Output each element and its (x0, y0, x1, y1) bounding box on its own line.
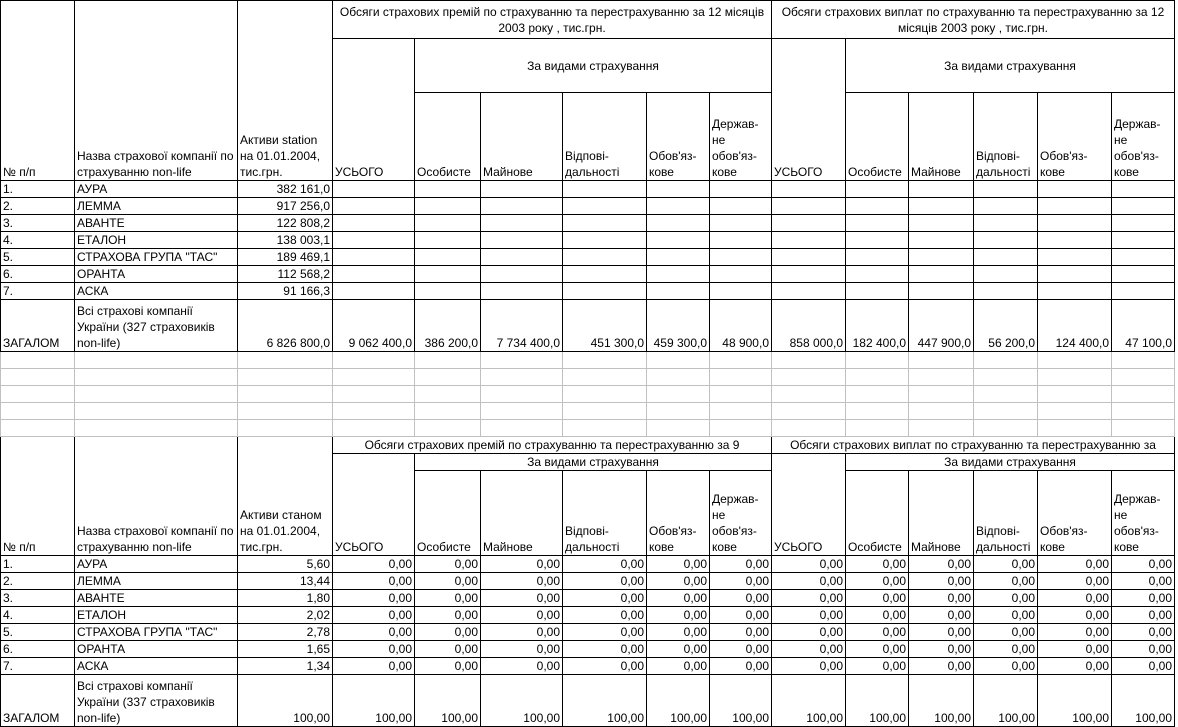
t2-cell-num[interactable]: 7. (1, 658, 75, 675)
t2-cell-value[interactable]: 0,00 (909, 624, 974, 641)
t2-cell-value[interactable]: 0,00 (563, 573, 647, 590)
t2-cell-value[interactable]: 0,00 (1112, 641, 1175, 658)
t1-total-name[interactable]: Всі страхові компанії України (327 страховиків non-life) (75, 300, 238, 352)
t2-total-row (1, 675, 1175, 727)
t2-row-5 (1, 624, 1175, 641)
t1-total-value[interactable]: 386 200,0 (415, 300, 481, 352)
t2-row-4 (1, 607, 1175, 624)
t2-cell-value[interactable]: 0,00 (647, 607, 710, 624)
t1-cell-assets[interactable]: 917 256,0 (238, 198, 333, 215)
t2-hdr-prem-personal: Особисте (415, 471, 481, 556)
t2-hdr-premiums-title: Обсяги страхових премій по страхуванню та перестрахуванню за 9 (333, 437, 772, 454)
t2-total-name[interactable]: Всі страхові компанії України (337 страховиків non-life) (75, 675, 238, 727)
t2-cell-value[interactable]: 0,00 (647, 624, 710, 641)
t2-cell-value[interactable]: 0,00 (846, 607, 909, 624)
t2-cell-assets[interactable]: 2,78 (238, 624, 333, 641)
t2-cell-value[interactable]: 0,00 (772, 590, 846, 607)
t2-cell-value[interactable]: 0,00 (974, 556, 1038, 573)
t2-total-value[interactable]: 100,00 (974, 675, 1038, 727)
t2-cell-value[interactable]: 0,00 (772, 607, 846, 624)
t2-hdr-num: № п/п (1, 437, 75, 556)
t2-cell-num[interactable]: 4. (1, 607, 75, 624)
t1-total-value[interactable]: 182 400,0 (846, 300, 909, 352)
t2-cell-value[interactable]: 0,00 (481, 641, 563, 658)
t2-row-6 (1, 641, 1175, 658)
t2-cell-value[interactable]: 0,00 (563, 607, 647, 624)
t2-cell-value[interactable]: 0,00 (772, 641, 846, 658)
t1-hdr-name: Назва страхової компанії по страхуванню non-life (75, 1, 238, 181)
t2-cell-value[interactable]: 0,00 (974, 641, 1038, 658)
t2-cell-value[interactable]: 0,00 (481, 590, 563, 607)
t2-total-value[interactable]: 100,00 (1112, 675, 1175, 727)
t1-hdr-pay-bytype: За видами страхування (846, 39, 1175, 93)
t1-cell-num[interactable]: 1. (1, 181, 75, 198)
t2-cell-value[interactable]: 0,00 (333, 641, 415, 658)
t1-cell-num[interactable]: 2. (1, 198, 75, 215)
t2-cell-value[interactable]: 0,00 (974, 590, 1038, 607)
t2-cell-value[interactable]: 0,00 (772, 658, 846, 675)
t2-cell-value[interactable]: 0,00 (647, 590, 710, 607)
t2-cell-value[interactable]: 0,00 (1038, 658, 1112, 675)
t2-cell-value[interactable]: 0,00 (909, 573, 974, 590)
t2-cell-value[interactable]: 0,00 (909, 641, 974, 658)
t2-hdr-pay-mandatory: Обов'яз-кове (1038, 471, 1112, 556)
t1-total-value[interactable]: 447 900,0 (909, 300, 974, 352)
t2-hdr-prem-bytype: За видами страхування (415, 454, 772, 471)
t2-cell-num[interactable]: 5. (1, 624, 75, 641)
t2-cell-value[interactable]: 0,00 (710, 573, 772, 590)
t2-cell-value[interactable]: 0,00 (333, 624, 415, 641)
t2-hdr-pay-state: Держав-не обов'яз-кове (1112, 471, 1175, 556)
t2-cell-value[interactable]: 0,00 (1112, 658, 1175, 675)
t2-cell-value[interactable]: 0,00 (1038, 641, 1112, 658)
t1-cell-name[interactable]: АСКА (75, 283, 238, 300)
t2-hdr-prem-total: УСЬОГО (333, 454, 415, 556)
t2-total-assets[interactable]: 100,00 (238, 675, 333, 727)
t2-cell-value[interactable]: 0,00 (710, 624, 772, 641)
t2-cell-value[interactable]: 0,00 (1038, 624, 1112, 641)
t2-cell-value[interactable]: 0,00 (563, 590, 647, 607)
t1-total-value[interactable]: 47 100,0 (1112, 300, 1175, 352)
t2-total-value[interactable]: 100,00 (772, 675, 846, 727)
empty-row (1, 352, 1175, 369)
t1-row-4 (1, 232, 1175, 249)
t2-cell-value[interactable]: 0,00 (846, 573, 909, 590)
t2-hdr-name: Назва страхової компанії по страхуванню non-life (75, 437, 238, 556)
t2-cell-value[interactable]: 0,00 (909, 658, 974, 675)
t1-total-assets[interactable]: 6 826 800,0 (238, 300, 333, 352)
t2-cell-name[interactable]: АУРА (75, 556, 238, 573)
t1-hdr-prem-bytype: За видами страхування (415, 39, 772, 93)
t2-total-value[interactable]: 100,00 (481, 675, 563, 727)
t1-hdr-prem-state: Держав-не обов'яз-кове (710, 93, 772, 181)
t1-cell-name[interactable]: ОРАНТА (75, 266, 238, 283)
t2-total-value[interactable]: 100,00 (647, 675, 710, 727)
t1-hdr-prem-property: Майнове (481, 93, 563, 181)
t1-hdr-prem-liability: Відпові-дальності (563, 93, 647, 181)
t2-cell-value[interactable]: 0,00 (1112, 607, 1175, 624)
t2-cell-value[interactable]: 0,00 (415, 658, 481, 675)
empty-row (1, 403, 1175, 420)
t2-hdr-prem-state: Держав-не обов'яз-кове (710, 471, 772, 556)
t2-cell-value[interactable]: 0,00 (1038, 573, 1112, 590)
t2-cell-value[interactable]: 0,00 (563, 624, 647, 641)
t1-total-value[interactable]: 451 300,0 (563, 300, 647, 352)
t2-cell-value[interactable]: 0,00 (563, 556, 647, 573)
t2-cell-assets[interactable]: 2,02 (238, 607, 333, 624)
t1-cell-num[interactable]: 3. (1, 215, 75, 232)
t2-row-3 (1, 590, 1175, 607)
t2-cell-num[interactable]: 1. (1, 556, 75, 573)
t1-total-row (1, 300, 1175, 352)
t2-cell-value[interactable]: 0,00 (772, 624, 846, 641)
t2-hdr-pay-liability: Відпові-дальності (974, 471, 1038, 556)
t2-cell-value[interactable]: 0,00 (333, 556, 415, 573)
t2-cell-value[interactable]: 0,00 (481, 556, 563, 573)
t2-cell-value[interactable]: 0,00 (415, 556, 481, 573)
t2-hdr-pay-personal: Особисте (846, 471, 909, 556)
t1-hdr-pay-total: УСЬОГО (772, 39, 846, 181)
t2-cell-value[interactable]: 0,00 (563, 641, 647, 658)
t2-cell-value[interactable]: 0,00 (909, 607, 974, 624)
t1-hdr-pay-state: Держав-не обов'яз-кове (1112, 93, 1175, 181)
t2-cell-value[interactable]: 0,00 (647, 641, 710, 658)
t1-cell-name[interactable]: ЕТАЛОН (75, 232, 238, 249)
t2-cell-value[interactable]: 0,00 (772, 573, 846, 590)
t2-cell-value[interactable]: 0,00 (710, 556, 772, 573)
t2-cell-value[interactable]: 0,00 (1038, 556, 1112, 573)
t2-cell-value[interactable]: 0,00 (909, 556, 974, 573)
t1-total-value[interactable]: 48 900,0 (710, 300, 772, 352)
t1-hdr-num: № п/п (1, 1, 75, 181)
t1-total-value[interactable]: 56 200,0 (974, 300, 1038, 352)
t2-cell-value[interactable]: 0,00 (1112, 556, 1175, 573)
t2-cell-value[interactable]: 0,00 (415, 624, 481, 641)
t2-cell-value[interactable]: 0,00 (1038, 607, 1112, 624)
t2-cell-value[interactable]: 0,00 (974, 658, 1038, 675)
t2-cell-value[interactable]: 0,00 (710, 607, 772, 624)
t2-row-1 (1, 556, 1175, 573)
t2-cell-value[interactable]: 0,00 (1112, 573, 1175, 590)
t1-total-value[interactable]: 9 062 400,0 (333, 300, 415, 352)
t2-cell-value[interactable]: 0,00 (974, 624, 1038, 641)
t2-cell-value[interactable]: 0,00 (415, 607, 481, 624)
t1-cell-name[interactable]: СТРАХОВА ГРУПА "ТАС" (75, 249, 238, 266)
t2-cell-value[interactable]: 0,00 (647, 573, 710, 590)
t1-cell-name[interactable]: АВАНТЕ (75, 215, 238, 232)
t1-cell-assets[interactable]: 91 166,3 (238, 283, 333, 300)
t2-cell-value[interactable]: 0,00 (415, 641, 481, 658)
t2-cell-value[interactable]: 0,00 (1112, 624, 1175, 641)
t2-hdr-payouts-title: Обсяги страхових виплат по страхуванню та перестрахуванню за (772, 437, 1175, 454)
t1-cell-num[interactable]: 6. (1, 266, 75, 283)
t2-cell-assets[interactable]: 1,34 (238, 658, 333, 675)
t1-total-value[interactable]: 459 300,0 (647, 300, 710, 352)
t1-hdr-pay-mandatory: Обов'яз-кове (1038, 93, 1112, 181)
t1-row-7 (1, 283, 1175, 300)
t2-cell-value[interactable]: 0,00 (481, 573, 563, 590)
t2-cell-name[interactable]: СТРАХОВА ГРУПА "ТАС" (75, 624, 238, 641)
t1-cell-num[interactable]: 4. (1, 232, 75, 249)
t2-cell-value[interactable]: 0,00 (846, 641, 909, 658)
t1-hdr-prem-total: УСЬОГО (333, 39, 415, 181)
t2-cell-name[interactable]: ОРАНТА (75, 641, 238, 658)
t2-cell-value[interactable]: 0,00 (481, 658, 563, 675)
t1-total-value[interactable]: 124 400,0 (1038, 300, 1112, 352)
t2-hdr-pay-property: Майнове (909, 471, 974, 556)
t1-hdr-payouts-title: Обсяги страхових виплат по страхуванню та перестрахуванню за 12 місяців 2003 року , тис.грн. (772, 1, 1175, 39)
t2-total-label[interactable]: ЗАГАЛОМ (1, 675, 75, 727)
t2-cell-value[interactable]: 0,00 (333, 573, 415, 590)
empty-row (1, 369, 1175, 386)
t1-cell-assets[interactable]: 189 469,1 (238, 249, 333, 266)
t2-total-value[interactable]: 100,00 (1038, 675, 1112, 727)
t2-cell-value[interactable]: 0,00 (846, 624, 909, 641)
t2-cell-value[interactable]: 0,00 (974, 607, 1038, 624)
t1-hdr-assets: Активи station на 01.01.2004, тис.грн. (238, 1, 333, 181)
t1-cell-num[interactable]: 5. (1, 249, 75, 266)
t2-hdr-pay-bytype: За видами страхування (846, 454, 1175, 471)
t2-cell-value[interactable]: 0,00 (647, 658, 710, 675)
t1-hdr-pay-liability: Відпові-дальності (974, 93, 1038, 181)
t2-cell-value[interactable]: 0,00 (710, 590, 772, 607)
t1-hdr-pay-personal: Особисте (846, 93, 909, 181)
t1-row-5 (1, 249, 1175, 266)
t1-row-2 (1, 198, 1175, 215)
t2-cell-value[interactable]: 0,00 (647, 556, 710, 573)
t2-hdr-prem-liability: Відпові-дальності (563, 471, 647, 556)
t2-cell-value[interactable]: 0,00 (333, 590, 415, 607)
t2-cell-assets[interactable]: 13,44 (238, 573, 333, 590)
t1-cell-assets[interactable]: 382 161,0 (238, 181, 333, 198)
t2-total-value[interactable]: 100,00 (333, 675, 415, 727)
t2-cell-value[interactable]: 0,00 (1112, 590, 1175, 607)
t1-total-label[interactable]: ЗАГАЛОМ (1, 300, 75, 352)
t2-cell-name[interactable]: ЕТАЛОН (75, 607, 238, 624)
t1-total-value[interactable]: 7 734 400,0 (481, 300, 563, 352)
t2-cell-value[interactable]: 0,00 (909, 590, 974, 607)
t1-row-3 (1, 215, 1175, 232)
t2-cell-value[interactable]: 0,00 (563, 658, 647, 675)
t1-cell-name[interactable]: ЛЕММА (75, 198, 238, 215)
t2-hdr-prem-mandatory: Обов'яз-кове (647, 471, 710, 556)
t2-hdr-pay-total: УСЬОГО (772, 454, 846, 556)
t2-total-value[interactable]: 100,00 (563, 675, 647, 727)
t2-cell-assets[interactable]: 1,80 (238, 590, 333, 607)
t2-cell-value[interactable]: 0,00 (1038, 590, 1112, 607)
t1-cell-assets[interactable]: 122 808,2 (238, 215, 333, 232)
t1-hdr-prem-mandatory: Обов'яз-кове (647, 93, 710, 181)
t1-total-value[interactable]: 858 000,0 (772, 300, 846, 352)
t2-total-value[interactable]: 100,00 (710, 675, 772, 727)
t2-cell-num[interactable]: 6. (1, 641, 75, 658)
t2-row-7 (1, 658, 1175, 675)
t2-cell-value[interactable]: 0,00 (481, 624, 563, 641)
t2-cell-value[interactable]: 0,00 (710, 641, 772, 658)
t1-hdr-premiums-title: Обсяги страхових премій по страхуванню та перестрахуванню за 12 місяців 2003 року , тис.грн. (333, 1, 772, 39)
t2-total-value[interactable]: 100,00 (846, 675, 909, 727)
t2-cell-assets[interactable]: 5,60 (238, 556, 333, 573)
t2-cell-value[interactable]: 0,00 (710, 658, 772, 675)
t2-total-value[interactable]: 100,00 (415, 675, 481, 727)
t2-cell-name[interactable]: АВАНТЕ (75, 590, 238, 607)
t1-cell-assets[interactable]: 138 003,1 (238, 232, 333, 249)
empty-row (1, 386, 1175, 403)
t1-hdr-prem-personal: Особисте (415, 93, 481, 181)
t2-hdr-prem-property: Майнове (481, 471, 563, 556)
t1-row-6 (1, 266, 1175, 283)
t2-cell-value[interactable]: 0,00 (772, 556, 846, 573)
t2-cell-value[interactable]: 0,00 (846, 590, 909, 607)
t2-cell-name[interactable]: АСКА (75, 658, 238, 675)
t2-total-value[interactable]: 100,00 (909, 675, 974, 727)
t2-cell-value[interactable]: 0,00 (333, 607, 415, 624)
t1-cell-num[interactable]: 7. (1, 283, 75, 300)
t2-cell-value[interactable]: 0,00 (974, 573, 1038, 590)
t2-cell-value[interactable]: 0,00 (846, 658, 909, 675)
t1-row-1 (1, 181, 1175, 198)
t2-cell-value[interactable]: 0,00 (415, 590, 481, 607)
t2-cell-value[interactable]: 0,00 (481, 607, 563, 624)
t2-cell-value[interactable]: 0,00 (846, 556, 909, 573)
t2-cell-num[interactable]: 3. (1, 590, 75, 607)
t2-row-2 (1, 573, 1175, 590)
t1-hdr-pay-property: Майнове (909, 93, 974, 181)
t1-cell-assets[interactable]: 112 568,2 (238, 266, 333, 283)
t1-cell-name[interactable]: АУРА (75, 181, 238, 198)
t2-cell-value[interactable]: 0,00 (415, 573, 481, 590)
t2-cell-num[interactable]: 2. (1, 573, 75, 590)
t2-hdr-assets: Активи станом на 01.01.2004, тис.грн. (238, 437, 333, 556)
empty-row (1, 420, 1175, 437)
t2-cell-assets[interactable]: 1,65 (238, 641, 333, 658)
t2-cell-name[interactable]: ЛЕММА (75, 573, 238, 590)
t2-cell-value[interactable]: 0,00 (333, 658, 415, 675)
